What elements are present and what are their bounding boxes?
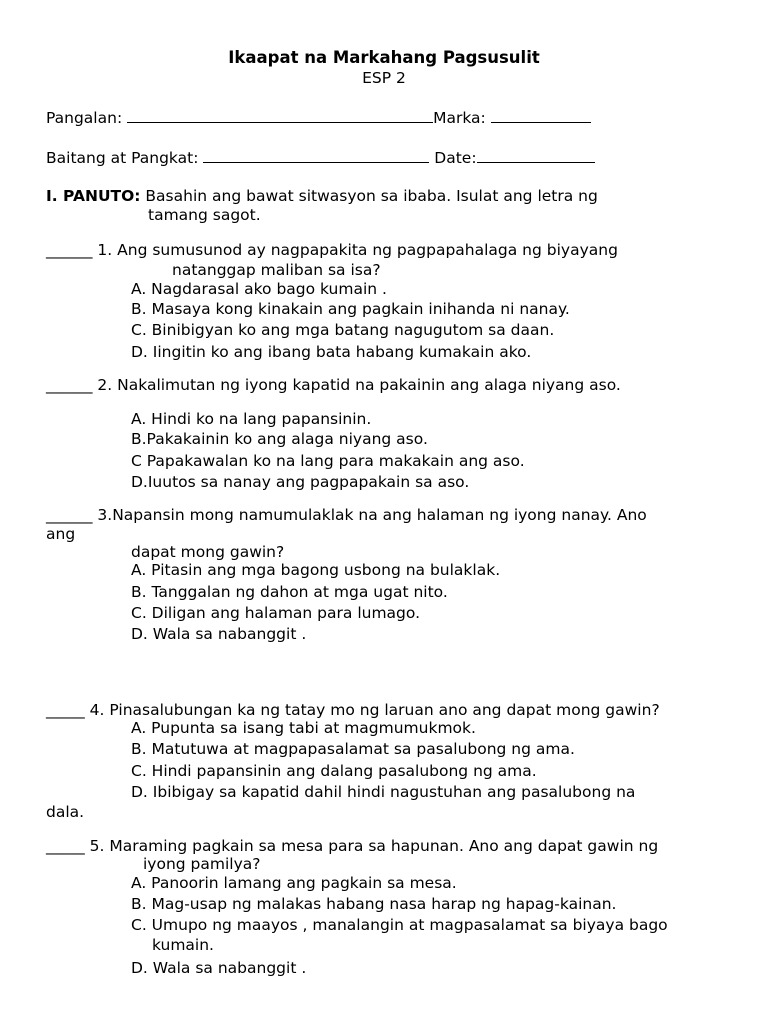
q5-choice-a: A. Panoorin lamang ang pagkain sa mesa. bbox=[131, 874, 457, 892]
question-3-stem-wrap: ang bbox=[46, 525, 76, 543]
q2-choice-c: C Papakawalan ko na lang para makakain ang aso. bbox=[131, 452, 525, 470]
answer-blank-4[interactable]: _____ bbox=[46, 701, 85, 719]
q3-choice-d: D. Wala sa nabanggit . bbox=[131, 625, 307, 643]
score-blank[interactable] bbox=[491, 107, 591, 123]
score-label: Marka: bbox=[433, 109, 491, 127]
question-3-stem-cont: dapat mong gawin? bbox=[131, 543, 285, 561]
exam-title: Ikaapat na Markahang Pagsusulit bbox=[228, 48, 540, 67]
name-label: Pangalan: bbox=[46, 109, 128, 127]
grade-section-label: Baitang at Pangkat: bbox=[46, 149, 204, 167]
question-3-stem bbox=[46, 505, 647, 525]
date-blank[interactable] bbox=[477, 147, 595, 163]
q3-choice-b: B. Tanggalan ng dahon at mga ugat nito. bbox=[131, 583, 448, 601]
q1-choice-a: A. Nagdarasal ako bago kumain . bbox=[131, 280, 387, 298]
date-label: Date: bbox=[434, 149, 477, 167]
name-blank[interactable] bbox=[127, 107, 433, 123]
question-1-text: 1. Ang sumusunod ay nagpapakita ng pagpapahalaga ng biyayang bbox=[92, 241, 618, 259]
question-2-text: 2. Nakalimutan ng iyong kapatid na pakainin ang alaga niyang aso. bbox=[92, 376, 621, 394]
q1-choice-c: C. Binibigyan ko ang mga batang nagugutom sa daan. bbox=[131, 321, 555, 339]
question-5-stem bbox=[46, 836, 658, 856]
q5-choice-c-wrap: kumain. bbox=[152, 936, 214, 954]
instructions-heading: I. PANUTO: bbox=[46, 187, 141, 205]
q2-choice-a: A. Hindi ko na lang papansinin. bbox=[131, 410, 372, 428]
question-1-stem bbox=[46, 240, 618, 260]
instructions-line1 bbox=[46, 186, 598, 206]
q3-choice-a: A. Pitasin ang mga bagong usbong na bulaklak. bbox=[131, 561, 501, 579]
q1-choice-d: D. Iingitin ko ang ibang bata habang kumakain ako. bbox=[131, 343, 532, 361]
q4-choice-c: C. Hindi papansinin ang dalang pasalubong ng ama. bbox=[131, 762, 537, 780]
q5-choice-c: C. Umupo ng maayos , manalangin at magpasalamat sa biyaya bago bbox=[131, 916, 668, 934]
q4-choice-d-wrap: dala. bbox=[46, 803, 85, 821]
q5-choice-d: D. Wala sa nabanggit . bbox=[131, 959, 307, 977]
q1-choice-b: B. Masaya kong kinakain ang pagkain inihanda ni nanay. bbox=[131, 300, 570, 318]
question-5-stem-cont: iyong pamilya? bbox=[143, 855, 261, 873]
q2-choice-d: D.Iuutos sa nanay ang pagpapakain sa aso. bbox=[131, 473, 470, 491]
exam-subject: ESP 2 bbox=[362, 69, 406, 87]
q2-choice-b: B.Pakakainin ko ang alaga niyang aso. bbox=[131, 430, 428, 448]
question-3-text: 3.Napansin mong namumulaklak na ang halaman ng iyong nanay. Ano bbox=[92, 506, 647, 524]
q4-choice-b: B. Matutuwa at magpapasalamat sa pasalubong ng ama. bbox=[131, 740, 575, 758]
answer-blank-1[interactable]: ______ bbox=[46, 241, 93, 259]
question-4-text: 4. Pinasalubungan ka ng tatay mo ng laruan ano ang dapat mong gawin? bbox=[84, 701, 660, 719]
q4-choice-d: D. Ibibigay sa kapatid dahil hindi nagustuhan ang pasalubong na bbox=[131, 783, 636, 801]
instructions-text: Basahin ang bawat sitwasyon sa ibaba. Isulat ang letra ng bbox=[140, 187, 598, 205]
q4-choice-a: A. Pupunta sa isang tabi at magmumukmok. bbox=[131, 719, 476, 737]
answer-blank-5[interactable]: _____ bbox=[46, 837, 85, 855]
q3-choice-c: C. Diligan ang halaman para lumago. bbox=[131, 604, 421, 622]
question-2-stem bbox=[46, 375, 621, 395]
answer-blank-2[interactable]: ______ bbox=[46, 376, 93, 394]
question-4-stem bbox=[46, 700, 660, 720]
question-5-text: 5. Maraming pagkain sa mesa para sa hapunan. Ano ang dapat gawin ng bbox=[84, 837, 659, 855]
instructions-line2: tamang sagot. bbox=[148, 206, 261, 224]
grade-section-blank[interactable] bbox=[203, 147, 429, 163]
q5-choice-b: B. Mag-usap ng malakas habang nasa harap ng hapag-kainan. bbox=[131, 895, 617, 913]
question-1-stem-cont: natanggap maliban sa isa? bbox=[172, 261, 381, 279]
answer-blank-3[interactable]: ______ bbox=[46, 506, 93, 524]
grade-section-row bbox=[46, 147, 595, 168]
name-field-row bbox=[46, 107, 591, 128]
